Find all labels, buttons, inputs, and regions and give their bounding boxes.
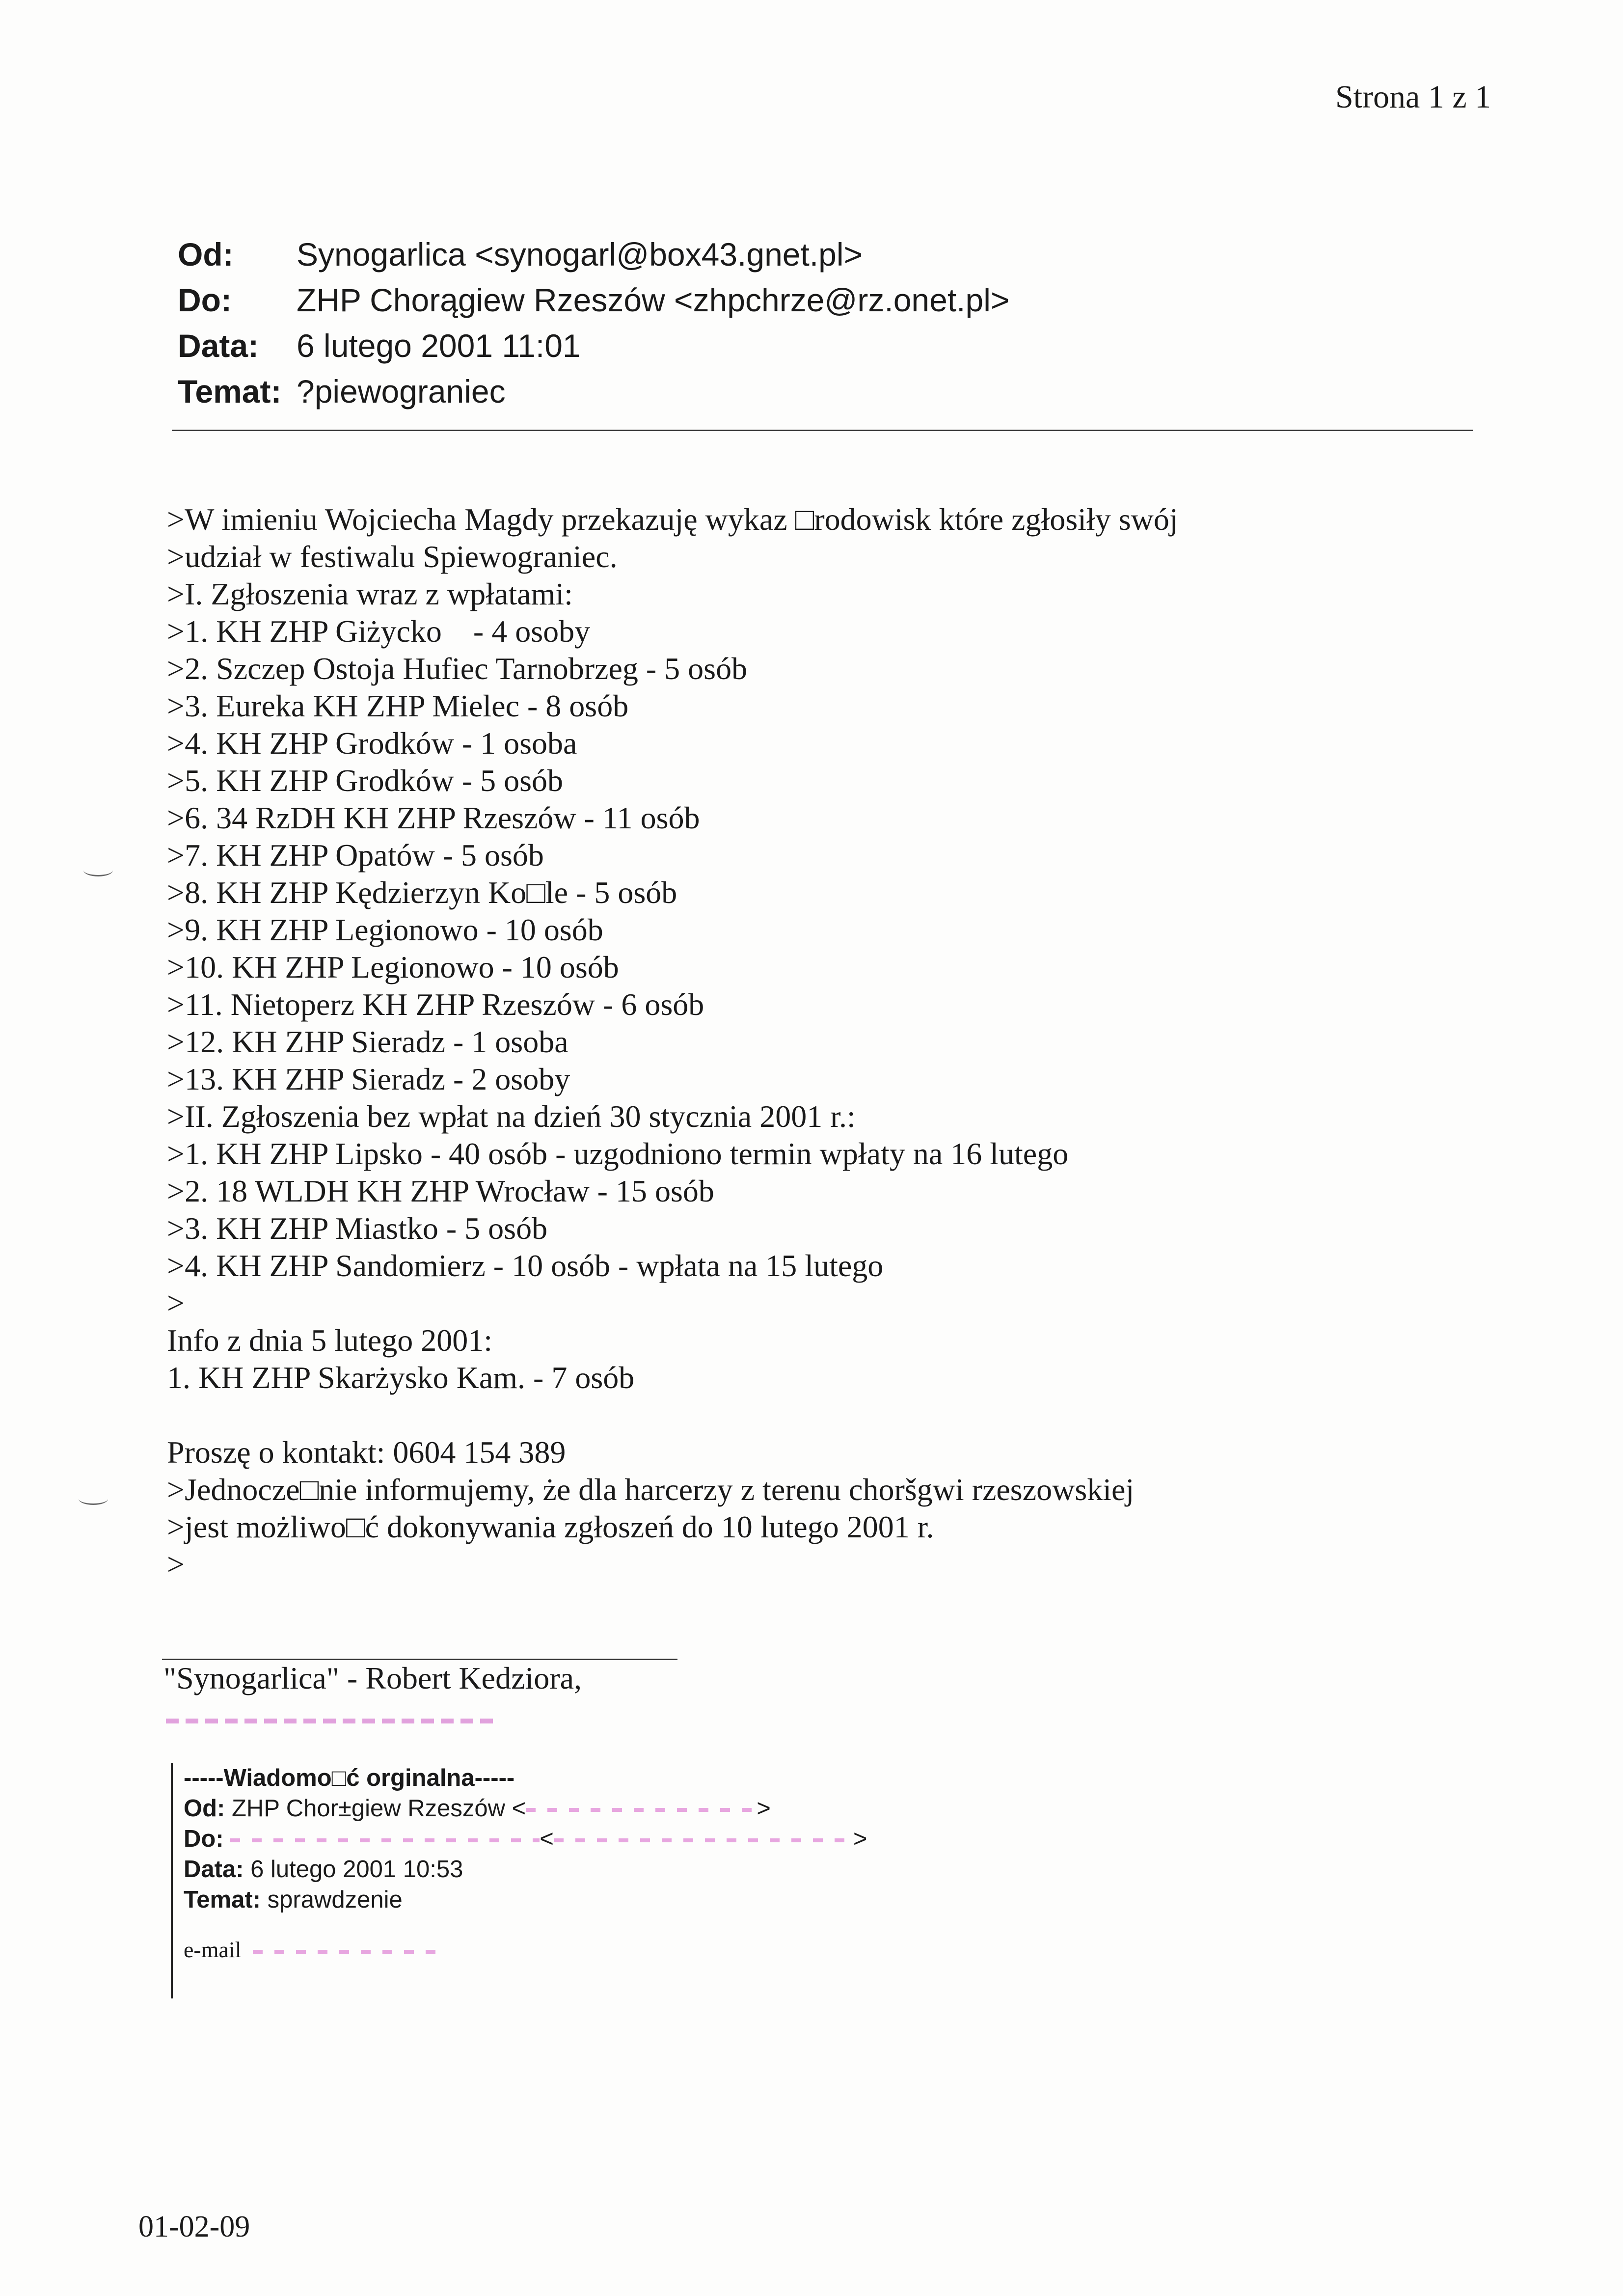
body-line: >II. Zgłoszenia bez wpłat na dzień 30 stycznia 2001 r.: <box>167 1099 856 1134</box>
to-row <box>178 281 1009 327</box>
body-line: Proszę o kontakt: 0604 154 389 <box>167 1435 566 1470</box>
body-line: >2. Szczep Ostoja Hufiec Tarnobrzeg - 5 osób <box>167 651 748 686</box>
footer-date: 01-02-09 <box>138 2210 250 2243</box>
redacted-quoted-email <box>253 1950 439 1954</box>
body-line: >1. KH ZHP Giżycko - 4 osoby <box>167 614 591 649</box>
from-label: Od: <box>178 236 234 273</box>
redacted-to-name <box>230 1838 540 1842</box>
body-line: >1. KH ZHP Lipsko - 40 osób - uzgodniono termin wpłaty na 16 lutego <box>167 1136 1069 1171</box>
quoted-email-label: e-mail <box>184 1937 242 1962</box>
from-value: Synogarlica <synogarl@box43.gnet.pl> <box>297 236 863 273</box>
quoted-to-row <box>184 1824 969 1854</box>
quoted-subject-value: sprawdzenie <box>267 1886 403 1913</box>
quoted-date-value: 6 lutego 2001 10:53 <box>250 1856 463 1883</box>
quoted-message <box>171 1763 969 1998</box>
quoted-to-mid: < <box>540 1826 554 1852</box>
quoted-date-row <box>184 1854 969 1885</box>
redacted-to-email <box>554 1838 853 1842</box>
body-line: >5. KH ZHP Grodków - 5 osób <box>167 763 564 798</box>
body-line: >jest możliwo□ć dokonywania zgłoszeń do 10 lutego 2001 r. <box>167 1509 934 1544</box>
body-line: >W imieniu Wojciecha Magdy przekazuję wykaz □rodowisk które zgłosiły swój <box>167 502 1178 537</box>
redacted-from-email <box>526 1808 757 1812</box>
margin-pencil-mark <box>79 1493 108 1505</box>
body-line: >Jednocze□nie informujemy, że dla harcerzy z terenu choršgwi rzeszowskiej <box>167 1472 1135 1507</box>
quoted-from-row <box>184 1793 969 1824</box>
quoted-title: -----Wiadomo□ć orginalna----- <box>184 1765 515 1791</box>
redacted-signature-email <box>166 1719 495 1723</box>
message-body <box>167 501 1542 1583</box>
margin-pencil-mark <box>83 864 113 876</box>
body-line: >2. 18 WLDH KH ZHP Wrocław - 15 osób <box>167 1174 714 1208</box>
body-line: >13. KH ZHP Sieradz - 2 osoby <box>167 1062 570 1096</box>
body-line: >udział w festiwalu Spiewograniec. <box>167 539 618 574</box>
subject-value: ?piewograniec <box>297 373 506 410</box>
body-line: >9. KH ZHP Legionowo - 10 osób <box>167 912 603 947</box>
date-label: Data: <box>178 328 259 364</box>
quoted-from-value: ZHP Chor±giew Rzeszów < <box>232 1795 526 1822</box>
body-line: >8. KH ZHP Kędzierzyn Ko□le - 5 osób <box>167 875 677 910</box>
body-line: > <box>167 1285 185 1320</box>
quoted-to-label: Do: <box>184 1826 224 1852</box>
body-line: >4. KH ZHP Grodków - 1 osoba <box>167 726 577 761</box>
quoted-from-end: > <box>757 1795 771 1822</box>
body-line: >12. KH ZHP Sieradz - 1 osoba <box>167 1024 568 1059</box>
header-divider <box>172 430 1473 431</box>
email-header <box>178 236 1009 418</box>
date-row <box>178 327 1009 373</box>
from-row <box>178 236 1009 281</box>
body-line: 1. KH ZHP Skarżysko Kam. - 7 osób <box>167 1360 635 1395</box>
quoted-to-end: > <box>853 1826 867 1852</box>
page-number: Strona 1 z 1 <box>1335 79 1491 115</box>
body-line: >I. Zgłoszenia wraz z wpłatami: <box>167 576 573 611</box>
to-value: ZHP Chorągiew Rzeszów <zhpchrze@rz.onet.pl> <box>297 282 1010 318</box>
body-line: >4. KH ZHP Sandomierz - 10 osób - wpłata na 15 lutego <box>167 1248 884 1283</box>
quoted-from-label: Od: <box>184 1795 225 1822</box>
subject-label: Temat: <box>178 373 282 410</box>
body-line: Info z dnia 5 lutego 2001: <box>167 1323 492 1358</box>
quoted-subject-label: Temat: <box>184 1886 261 1913</box>
quoted-email-row <box>184 1935 969 1965</box>
quoted-subject-row <box>184 1885 969 1915</box>
body-line: > <box>167 1547 185 1582</box>
body-line: >6. 34 RzDH KH ZHP Rzeszów - 11 osób <box>167 800 700 835</box>
date-value: 6 lutego 2001 11:01 <box>297 328 581 364</box>
body-line: >7. KH ZHP Opatów - 5 osób <box>167 838 544 873</box>
to-label: Do: <box>178 282 232 318</box>
body-line: >3. Eureka KH ZHP Mielec - 8 osób <box>167 688 629 723</box>
body-line <box>167 1396 1542 1434</box>
body-line: >11. Nietoperz KH ZHP Rzeszów - 6 osób <box>167 987 704 1022</box>
body-line: >3. KH ZHP Miastko - 5 osób <box>167 1211 548 1246</box>
body-line: >10. KH ZHP Legionowo - 10 osób <box>167 950 619 984</box>
subject-row <box>178 373 1009 418</box>
quoted-date-label: Data: <box>184 1856 244 1883</box>
signature: "Synogarlica" - Robert Kedziora, <box>163 1661 582 1695</box>
